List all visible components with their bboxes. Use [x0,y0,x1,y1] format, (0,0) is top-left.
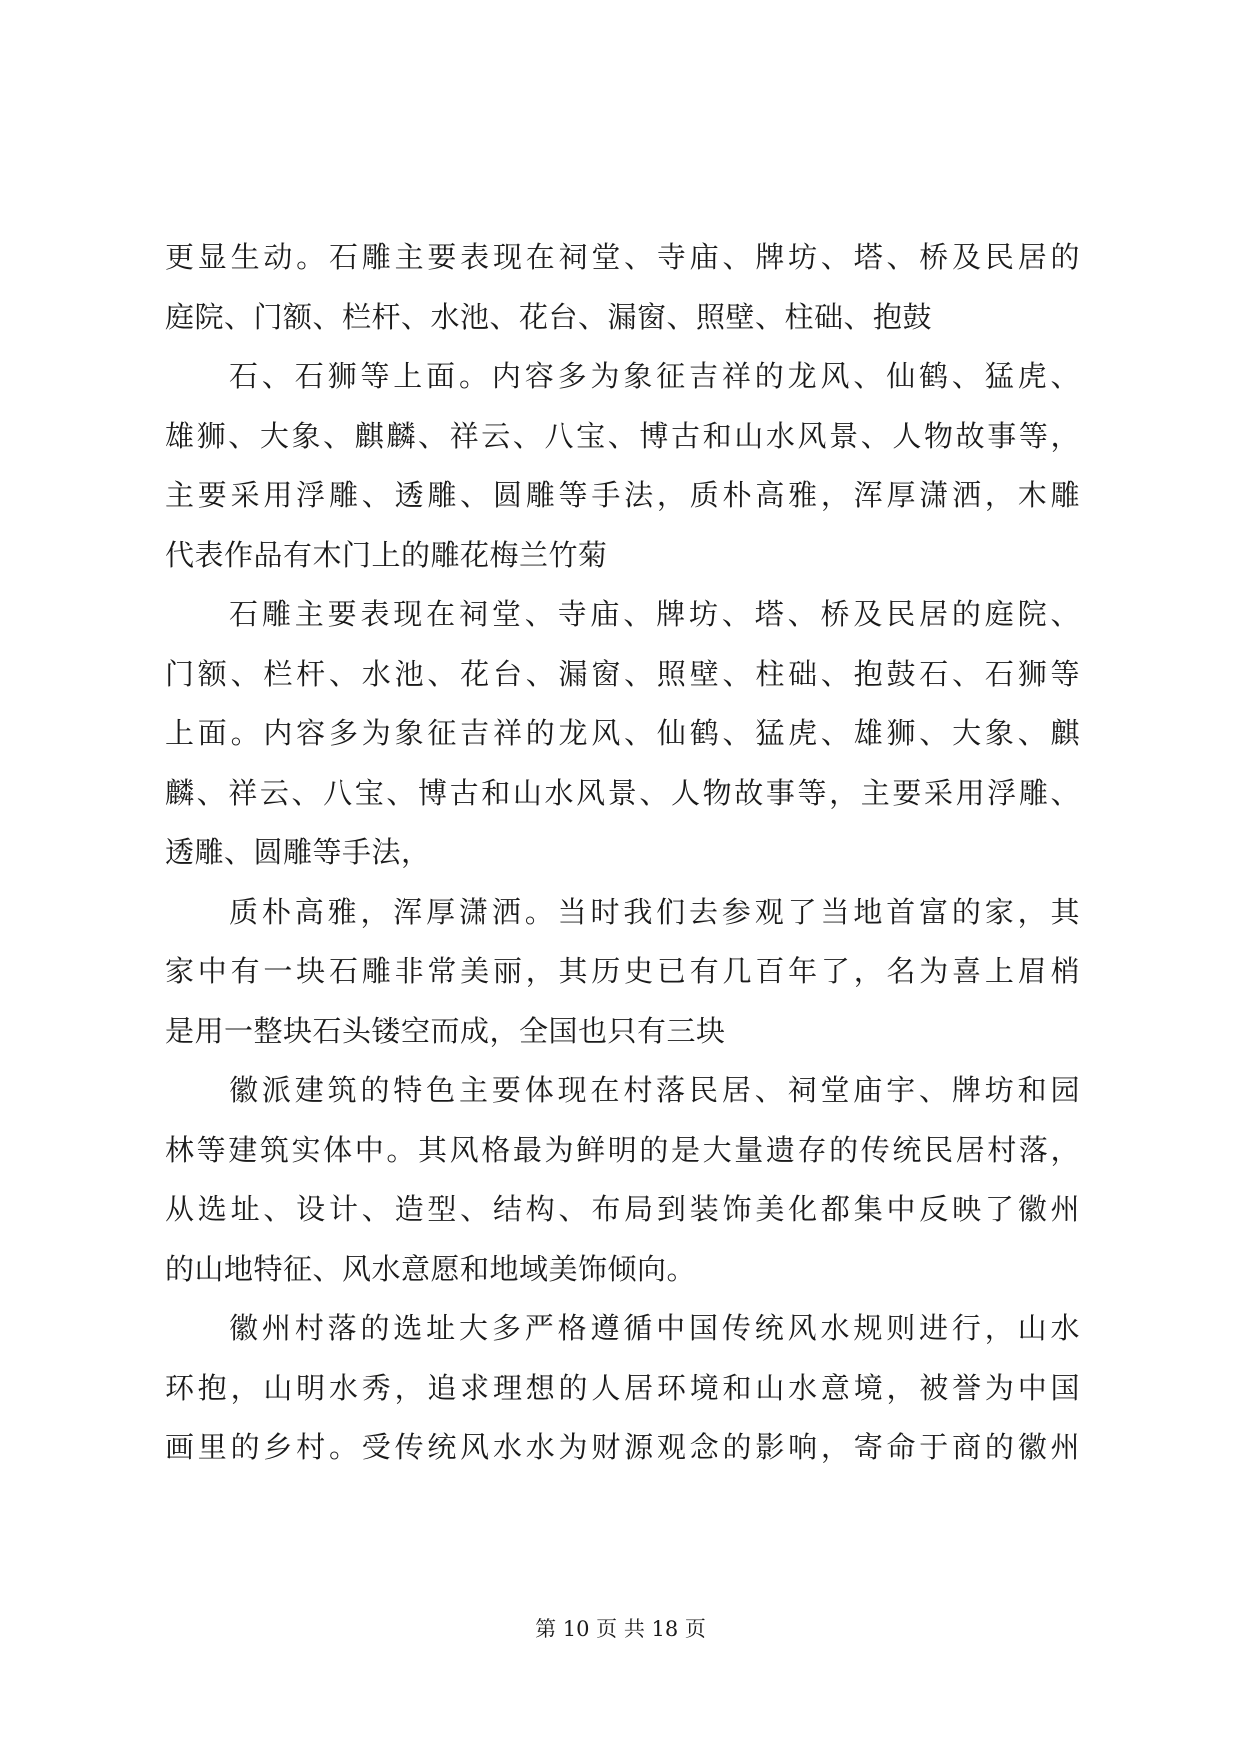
text-line: 林等建筑实体中。其风格最为鲜明的是大量遗存的传统民居村落， [165,1132,1080,1167]
page-number-footer: 第 10 页 共 18 页 [535,1617,706,1641]
text-line: 家中有一块石雕非常美丽，其历史已有几百年了，名为喜上眉梢 [165,954,1080,988]
text-line: 麟、祥云、八宝、博古和山水风景、人物故事等，主要采用浮雕、 [165,775,1080,810]
text-line: 透雕、圆雕等手法， [165,835,431,869]
text-line: 质朴高雅，浑厚潇洒。当时我们去参观了当地首富的家，其 [229,894,1080,929]
text-line: 雄狮、大象、麒麟、祥云、八宝、博古和山水风景、人物故事等， [165,418,1080,453]
text-line: 石雕主要表现在祠堂、寺庙、牌坊、塔、桥及民居的庭院、 [229,597,1080,631]
text-line: 庭院、门额、栏杆、水池、花台、漏窗、照壁、柱础、抱鼓 [165,299,933,334]
text-line: 代表作品有木门上的雕花梅兰竹菊 [165,537,608,572]
text-line: 徽派建筑的特色主要体现在村落民居、祠堂庙宇、牌坊和园 [229,1073,1080,1107]
body-text [165,228,1080,1478]
text-line: 主要采用浮雕、透雕、圆雕等手法，质朴高雅，浑厚潇洒，木雕 [165,478,1080,512]
text-line: 从选址、设计、造型、结构、布局到装饰美化都集中反映了徽州 [165,1192,1080,1226]
text-line: 门额、栏杆、水池、花台、漏窗、照壁、柱础、抱鼓石、石狮等 [165,656,1080,691]
text-line: 环抱，山明水秀，追求理想的人居环境和山水意境，被誉为中国 [165,1370,1080,1405]
text-line: 画里的乡村。受传统风水水为财源观念的影响，寄命于商的徽州 [165,1430,1080,1464]
text-line: 徽州村落的选址大多严格遵循中国传统风水规则进行，山水 [229,1311,1080,1345]
text-line: 石、石狮等上面。内容多为象征吉祥的龙风、仙鹤、猛虎、 [229,359,1080,393]
text-line: 上面。内容多为象征吉祥的龙风、仙鹤、猛虎、雄狮、大象、麒 [165,716,1080,750]
text-line: 是用一整块石头镂空而成，全国也只有三块 [165,1013,726,1048]
text-line: 的山地特征、风水意愿和地域美饰倾向。 [165,1251,697,1286]
text-line: 更显生动。石雕主要表现在祠堂、寺庙、牌坊、塔、桥及民居的 [165,240,1080,274]
